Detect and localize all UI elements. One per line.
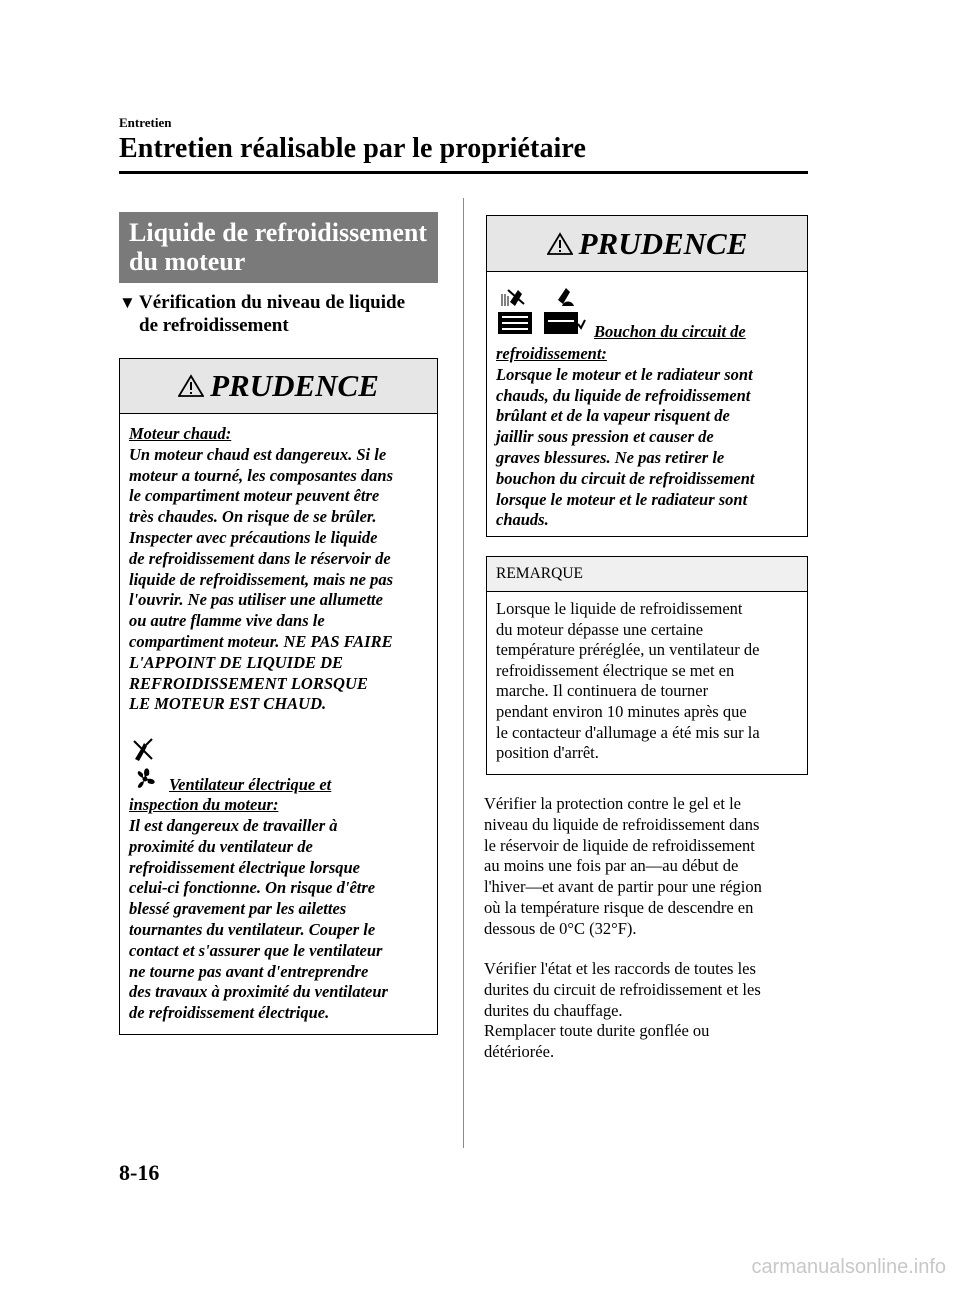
topic-title-line-2: du moteur <box>129 247 246 276</box>
note-title: REMARQUE <box>487 557 807 592</box>
radiator-cap-icon <box>542 286 586 338</box>
paragraph-line: durites du circuit de refroidissement et les <box>484 979 761 999</box>
warning-line: REFROIDISSEMENT LORSQUE <box>129 673 368 693</box>
warning-line: de refroidissement dans le réservoir de <box>129 548 391 568</box>
warning-cap-title-a: Bouchon du circuit de <box>594 322 746 341</box>
paragraph-line: détériorée. <box>484 1042 555 1062</box>
warning-line: très chaudes. On risque de se brûler. <box>129 507 377 527</box>
note-line: du moteur dépasse une certaine <box>496 619 704 639</box>
note-body <box>487 592 807 771</box>
subheading-line-2: de refroidissement <box>139 315 289 336</box>
chapter-label: Entretien <box>119 115 172 130</box>
column-divider <box>463 198 464 1148</box>
warning-line: Lorsque le moteur et le radiateur sont <box>496 364 753 384</box>
warning-cap-title-b: refroidissement: <box>496 344 607 363</box>
paragraph-line: Vérifier l'état et les raccords de toutes les <box>484 959 756 978</box>
radiator-warning-icons <box>496 282 798 344</box>
warning-line: Un moteur chaud est dangereux. Si le <box>129 444 387 464</box>
note-box <box>486 556 808 775</box>
warning-line: l'ouvrir. Ne pas utiliser une allumette <box>129 590 383 610</box>
caution-header <box>487 216 807 272</box>
caution-title: PRUDENCE <box>210 368 379 403</box>
warning-line: blessé gravement par les ailettes <box>129 899 347 919</box>
fan-icon <box>131 765 159 793</box>
topic-title <box>119 212 438 283</box>
caution-body <box>120 414 437 1032</box>
caution-body <box>487 272 807 539</box>
warning-line: bouchon du circuit de refroidissement <box>496 468 755 488</box>
note-line: pendant environ 10 minutes après que <box>496 701 747 721</box>
note-line: refroidissement électrique se met en <box>496 660 735 680</box>
warning-line: tournantes du ventilateur. Couper le <box>129 919 376 939</box>
paragraph-line: le réservoir de liquide de refroidissement <box>484 835 755 855</box>
warning-line: Il est dangereux de travailler à <box>129 815 338 835</box>
warning-line: ne tourne pas avant d'entreprendre <box>129 961 369 981</box>
page-number: 8-16 <box>119 1160 160 1185</box>
warning-line: moteur a tourné, les composantes dans <box>129 465 394 485</box>
watermark: carmanualsonline.info <box>751 1256 946 1278</box>
warning-line: celui-ci fonctionne. On risque d'être <box>129 878 376 898</box>
warning-line: compartiment moteur. NE PAS FAIRE <box>129 631 393 651</box>
note-line: position d'arrêt. <box>496 743 599 763</box>
warning-line: lorsque le moteur et le radiateur sont <box>496 489 748 509</box>
warning-line: proximité du ventilateur de <box>129 836 313 856</box>
paragraph-line: au moins une fois par an―au début de <box>484 856 739 876</box>
warning-line: chauds, du liquide de refroidissement <box>496 385 751 405</box>
paragraph-line: dessous de 0°C (32°F). <box>484 918 637 938</box>
warning-line: de refroidissement électrique. <box>129 1003 330 1023</box>
warning-line: refroidissement électrique lorsque <box>129 857 360 877</box>
note-line: température préréglée, un ventilateur de <box>496 640 760 660</box>
topic-title-line-1: Liquide de refroidissement <box>129 218 428 247</box>
paragraph-line: l'hiver―et avant de partir pour une région <box>484 877 762 897</box>
warning-triangle-icon <box>178 374 204 398</box>
warning-line: L'APPOINT DE LIQUIDE DE <box>129 652 344 672</box>
paragraph-line: durites du chauffage. <box>484 1000 623 1020</box>
warning-hot-engine-title: Moteur chaud: <box>129 424 232 443</box>
fan-warning-icons <box>129 737 428 795</box>
paragraph-line: Remplacer toute durite gonflée ou <box>484 1021 710 1041</box>
warning-line: LE MOTEUR EST CHAUD. <box>129 694 327 714</box>
note-line: marche. Il continuera de tourner <box>496 681 709 701</box>
paragraph-line: niveau du liquide de refroidissement dans <box>484 814 760 834</box>
caution-box-right <box>486 215 808 537</box>
body-paragraph-1 <box>484 794 814 940</box>
triangle-down-icon: ▼ <box>119 293 136 312</box>
hot-radiator-icon <box>496 286 534 338</box>
warning-line: Inspecter avec précautions le liquide <box>129 527 378 547</box>
header-rule <box>119 171 808 174</box>
warning-line: ou autre flamme vive dans le <box>129 611 325 631</box>
caution-box-left <box>119 358 438 1035</box>
note-line: Lorsque le liquide de refroidissement <box>496 599 743 618</box>
warning-line: graves blessures. Ne pas retirer le <box>496 447 725 467</box>
warning-line: des travaux à proximité du ventilateur <box>129 982 388 1002</box>
warning-triangle-icon <box>547 232 573 256</box>
caution-title: PRUDENCE <box>578 225 748 261</box>
warning-line: contact et s'assurer que le ventilateur <box>129 940 383 960</box>
warning-line: liquide de refroidissement, mais ne pas <box>129 569 393 589</box>
body-paragraph-2 <box>484 959 814 1063</box>
caution-header <box>120 359 437 414</box>
no-hand-icon <box>131 737 155 763</box>
note-line: le contacteur d'allumage a été mis sur la <box>496 722 760 742</box>
warning-line: jaillir sous pression et causer de <box>496 427 714 447</box>
warning-line: brûlant et de la vapeur risquent de <box>496 406 730 426</box>
subheading-line-1: Vérification du niveau de liquide <box>139 292 406 313</box>
paragraph-line: où la température risque de descendre en <box>484 897 754 917</box>
subheading <box>119 291 449 337</box>
warning-fan-title-a: Ventilateur électrique et <box>169 775 332 795</box>
warning-fan-title-b: inspection du moteur: <box>129 795 279 815</box>
section-title: Entretien réalisable par le propriétaire <box>119 133 586 164</box>
warning-line: le compartiment moteur peuvent être <box>129 486 380 506</box>
warning-line: chauds. <box>496 510 549 530</box>
paragraph-line: Vérifier la protection contre le gel et le <box>484 794 741 813</box>
